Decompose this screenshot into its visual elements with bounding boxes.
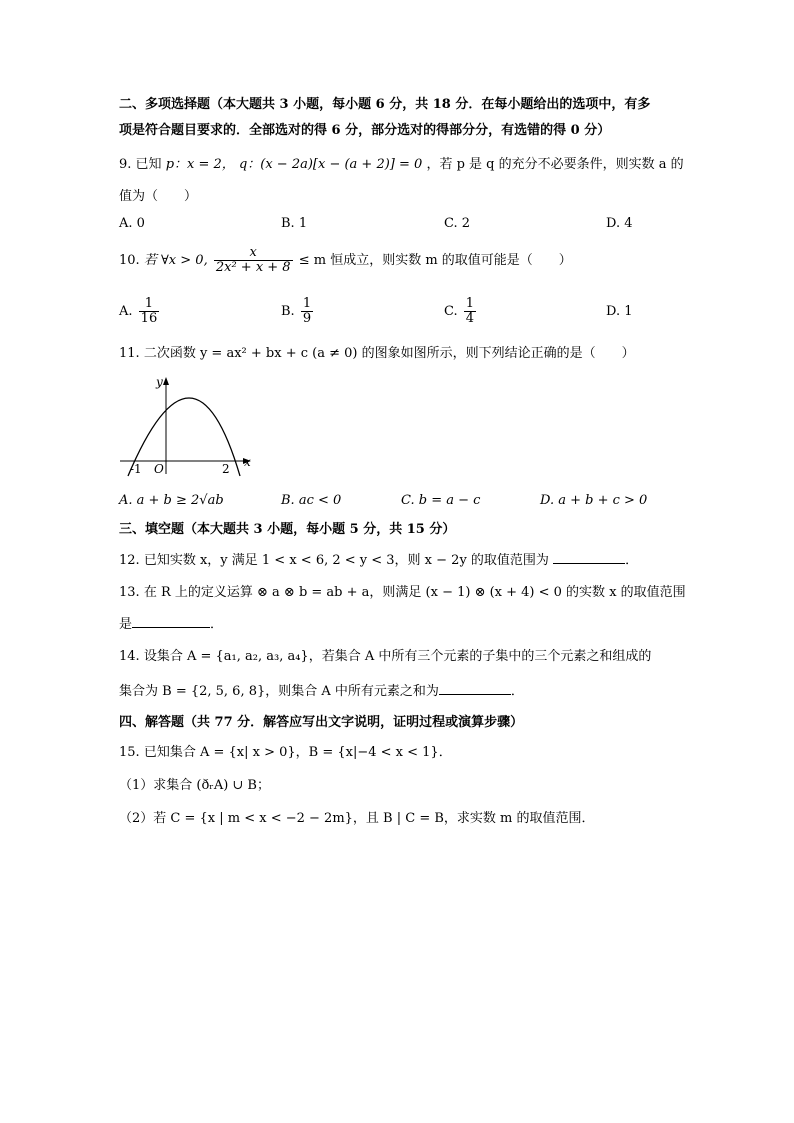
question-15-part-1: （1）求集合 (ðᵣA) ∪ B； xyxy=(119,778,270,793)
question-text-cont: 是 xyxy=(119,617,133,632)
option-label: C. xyxy=(444,304,458,319)
formula-p: p：x = 2， xyxy=(165,157,235,172)
answer-blank[interactable] xyxy=(439,682,511,695)
q9-option-c: C. 2 xyxy=(444,216,471,231)
question-14-cont xyxy=(119,682,524,701)
fraction-denominator: 16 xyxy=(140,311,158,326)
answer-blank[interactable] xyxy=(553,551,625,564)
section-4-heading: 四、解答题（共 77 分．解答应写出文字说明，证明过程或演算步骤） xyxy=(119,715,524,730)
q11-option-b: B. ac < 0 xyxy=(281,493,342,508)
question-text-cont: ，若 p 是 q 的充分不必要条件，则实数 a 的 xyxy=(426,157,684,172)
q10-option-b xyxy=(281,294,315,330)
question-9-cont: 值为（ ） xyxy=(119,189,198,204)
fraction-numerator: 1 xyxy=(139,297,160,312)
x-axis-label: x xyxy=(244,455,251,469)
question-number: 15. xyxy=(119,745,140,760)
fraction-denominator: 2x² + x + 8 xyxy=(215,260,291,275)
question-end: ． xyxy=(625,553,639,568)
question-number: 13. xyxy=(119,585,140,600)
option-fraction xyxy=(301,297,313,326)
origin-label: O xyxy=(154,462,164,476)
fraction-numerator: 1 xyxy=(302,296,312,311)
section-3-heading: 三、填空题（本大题共 3 小题，每小题 5 分，共 15 分） xyxy=(119,522,456,537)
question-15 xyxy=(119,744,452,762)
q9-option-a: A. 0 xyxy=(119,216,145,231)
question-12 xyxy=(119,551,638,570)
fraction-denominator: 9 xyxy=(302,311,312,326)
option-value: 1 xyxy=(624,304,633,319)
formula-q: q：(x − 2a)[x − (a + 2)] = 0 xyxy=(238,157,423,172)
q11-option-c: C. b = a − c xyxy=(401,493,481,508)
y-axis-label: y xyxy=(156,375,163,389)
left-root-label: -1 xyxy=(130,462,142,476)
fraction-numerator: 1 xyxy=(465,296,475,311)
q9-option-b: B. 1 xyxy=(281,216,308,231)
right-root-label: 2 xyxy=(222,462,230,476)
question-11 xyxy=(119,345,635,363)
q9-option-d: D. 4 xyxy=(606,216,633,231)
question-text: 在 R 上的定义运算 ⊗ a ⊗ b = ab + a，则满足 (x − 1) ⊗ (x + 4) < 0 的实数 x 的取值范围 xyxy=(143,585,686,600)
question-text-cont: 集合为 B = {2, 5, 6, 8}，则集合 A 中所有元素之和为 xyxy=(119,684,439,699)
q10-option-a xyxy=(119,294,161,330)
question-13-cont xyxy=(119,615,223,634)
question-13 xyxy=(119,584,686,602)
question-text: 二次函数 y = ax² + bx + c (a ≠ 0) 的图象如图所示，则下列结论正确的是（ ） xyxy=(143,346,635,361)
question-text: 已知集合 A = {x| x > 0}，B = {x|−4 < x < 1}． xyxy=(143,745,452,760)
question-number: 12. xyxy=(119,553,140,568)
option-label: A. xyxy=(119,304,133,319)
y-axis-arrow-icon xyxy=(163,377,169,385)
question-number: 11. xyxy=(119,346,140,361)
question-10 xyxy=(119,243,572,279)
section-2-heading: 二、多项选择题（本大题共 3 小题，每小题 6 分，共 18 分．在每小题给出的选项中，有多 xyxy=(119,97,651,112)
question-number: 14. xyxy=(119,649,140,664)
question-end: ． xyxy=(210,617,224,632)
question-number: 10. xyxy=(119,253,140,268)
option-label: D. xyxy=(606,304,621,319)
fraction-denominator: 4 xyxy=(465,311,475,326)
question-end: ． xyxy=(510,684,524,699)
question-text: ≤ m 恒成立，则实数 m 的取值可能是（ ） xyxy=(298,253,572,268)
q10-option-c xyxy=(444,294,478,330)
option-fraction xyxy=(139,297,160,326)
q11-option-a: A. a + b ≥ 2√ab xyxy=(119,493,224,508)
fraction-numerator: x xyxy=(214,246,293,261)
question-14 xyxy=(119,648,651,666)
option-fraction xyxy=(464,297,476,326)
fraction xyxy=(214,246,293,275)
question-text: 已知 xyxy=(135,157,162,172)
question-9 xyxy=(119,156,684,174)
section-2-heading-cont: 项是符合题目要求的．全部选对的得 6 分，部分选对的得部分分，有选错的得 0 分） xyxy=(119,123,611,138)
q11-option-d: D. a + b + c > 0 xyxy=(540,493,648,508)
q10-option-d xyxy=(606,294,633,330)
option-label: B. xyxy=(281,304,295,319)
question-text: 已知实数 x，y 满足 1 < x < 6, 2 < y < 3，则 x − 2y 的取值范围为 xyxy=(143,553,549,568)
formula-prefix: 若 ∀x > 0, xyxy=(143,253,208,268)
question-text: 设集合 A = {a₁, a₂, a₃, a₄}，若集合 A 中所有三个元素的子集中的三个元素之和组成的 xyxy=(143,649,652,664)
question-number: 9. xyxy=(119,157,132,172)
answer-blank[interactable] xyxy=(132,615,210,628)
parabola-graph xyxy=(118,374,256,478)
question-15-part-2: （2）若 C = {x | m < x < −2 − 2m}，且 B | C = B，求实数 m 的取值范围． xyxy=(119,811,595,826)
